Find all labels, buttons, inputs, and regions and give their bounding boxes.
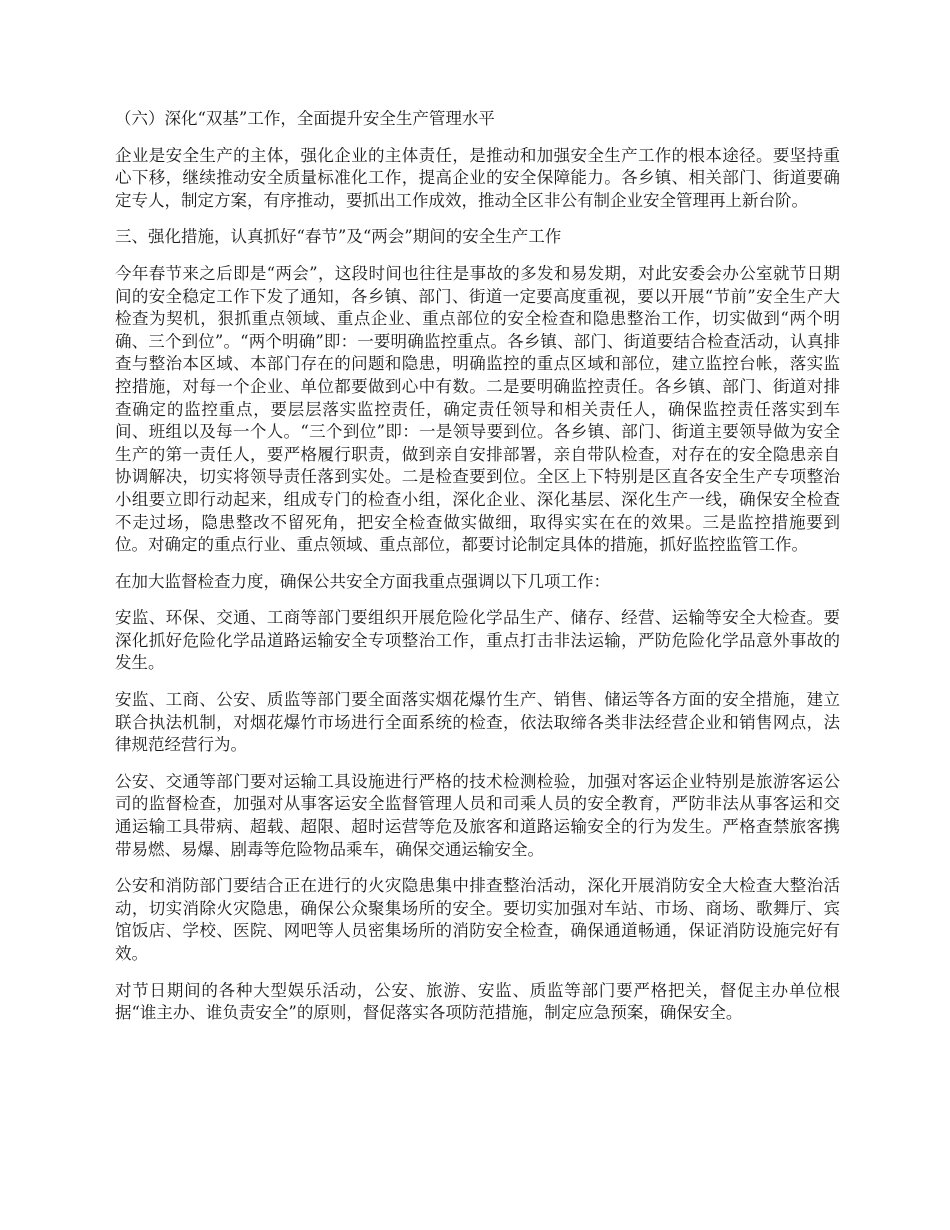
section-heading-three: 三、强化措施，认真抓好“春节”及“两会”期间的安全生产工作 [115,227,562,247]
section-heading-six: （六）深化“双基”工作，全面提升安全生产管理水平 [115,109,495,128]
paragraph-enterprise-responsibility: 企业是安全生产的主体，强化企业的主体责任，是推动和加强安全生产工作的根本途径。要坚持重心下移，继续推动安全质量标准化工作，提高企业的安全保障能力。各乡镇、相关部门、街道要确定专人，制定方案，有序推动，要抓出工作成效，推动全区非公有制企业安全管理再上新台阶。 [115,145,840,210]
paragraph-hazardous-chemicals: 安监、环保、交通、工商等部门要组织开展危险化学品生产、储存、经营、运输等安全大检查。要深化抓好危险化学品道路运输安全专项整治工作，重点打击非法运输，严防危险化学品意外事故的发生。 [115,608,840,673]
paragraph-public-safety-intro: 在加大监督检查力度，确保公共安全方面我重点强调以下几项工作： [115,571,610,591]
paragraph-fire-safety: 公安和消防部门要结合正在进行的火灾隐患集中排查整治活动，深化开展消防安全大检查大整治活动，切实消除火灾隐患，确保公众聚集场所的安全。要切实加强对车站、市场、商场、歌舞厅、宾馆饭店、学校、医院、网吧等人员密集场所的消防安全检查，确保通道畅通，保证消防设施完好有效。 [115,876,840,963]
paragraph-spring-festival: 今年春节来之后即是“两会”，这段时间也往往是事故的多发和易发期，对此安委会办公室就节日期间的安全稳定工作下发了通知，各乡镇、部门、街道一定要高度重视，要以开展“节前”安全生产大检查为契机，狠抓重点领域、重点企业、重点部位的安全检查和隐患整治工作，切实做到“两个明确、三个到位”。“两个明确”即：一要明确监控重点。各乡镇、部门、街道要结合检查活动，认真排查与整治本区域、本部门存在的问题和隐患，明确监控的重点区域和部位，建立监控台帐，落实监控措施，对每一个企业、单位都要做到心中有数。二是要明确监控责任。各乡镇、部门、街道对排查确定的监控重点，要层层落实监控责任，确定责任领导和相关责任人，确保监控责任落实到车间、班组以及每一个人。“三个到位”即：一是领导要到位。各乡镇、部门、街道主要领导做为安全生产的第一责任人，要严格履行职责，做到亲自安排部署，亲自带队检查，对存在的安全隐患亲自协调解决，切实将领导责任落到实处。二是检查要到位。全区上下特别是区直各安全生产专项整治小组要立即行动起来，组成专门的检查小组，深化企业、深化基层、深化生产一线，确保安全检查不走过场，隐患整改不留死角，把安全检查做实做细，取得实实在在的效果。三是监控措施要到位。对确定的重点行业、重点领域、重点部位，都要讨论制定具体的措施，抓好监控监管工作。 [115,263,840,555]
document-body [115,108,840,1039]
paragraph-transport-safety: 公安、交通等部门要对运输工具设施进行严格的技术检测检验，加强对客运企业特别是旅游客运公司的监督检查，加强对从事客运安全监督管理人员和司乘人员的安全教育，严防非法从事客运和交通运输工具带病、超载、超限、超时运营等危及旅客和道路运输安全的行为发生。严格查禁旅客携带易燃、易爆、剧毒等危险物品乘车，确保交通运输安全。 [115,771,840,859]
paragraph-large-events: 对节日期间的各种大型娱乐活动，公安、旅游、安监、质监等部门要严格把关，督促主办单位根据“谁主办、谁负责安全”的原则，督促落实各项防范措施，制定应急预案，确保安全。 [115,980,840,1023]
paragraph-fireworks: 安监、工商、公安、质监等部门要全面落实烟花爆竹生产、销售、储运等各方面的安全措施，建立联合执法机制，对烟花爆竹市场进行全面系统的检查，依法取缔各类非法经营企业和销售网点，法律规范经营行为。 [115,690,840,755]
